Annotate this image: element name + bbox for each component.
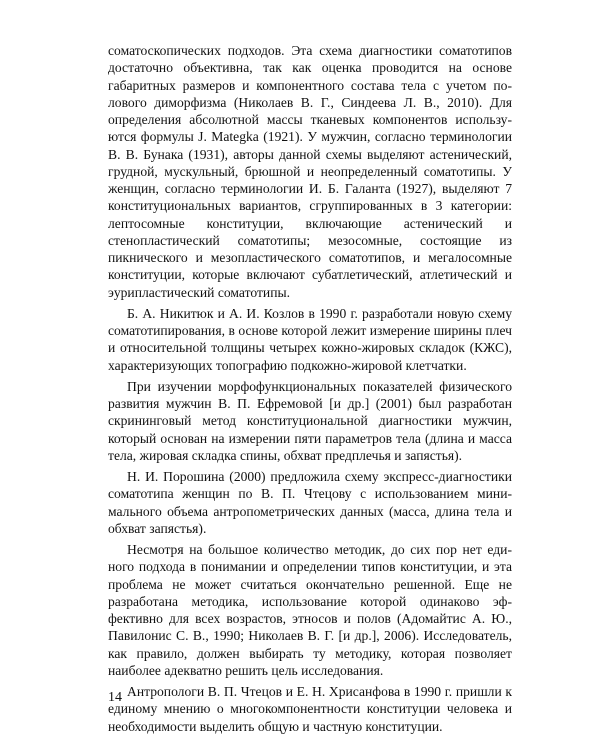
- paragraph: Антропологи В. П. Чтецов и Е. Н. Хрисанфова в 1990 г. пришли к единому мнению о многокомпонентности конституции человека и необходимости выделить общую и частную конституции.: [108, 684, 512, 734]
- page-number: 14: [108, 690, 122, 705]
- paragraph: Несмотря на большое количество методик, до сих пор нет единого подхода в понимании и определении типов конституции, и эта проблема не может считаться окончательно решенной. Еще не разработана методика, использование которой одинаково эффективно для всех возрастов, этносов и полов (Адомайтис А. Ю., Павилонис С. В., 1990; Николаев В. Г. [и др.], 2006). Исследователь, как правило, должен выбирать ту методику, которая позволяет наиболее адекватно решить цель исследования.: [108, 542, 512, 678]
- paragraph-continued: соматоскопических подходов. Эта схема диагностики соматотипов достаточно объективна, так как оценка проводится на основе габаритных размеров и компонентного состава тела с учетом полового диморфизма (Николаев В. Г., Синдеева Л. В., 2010). Для определения абсолютной массы тканевых компонентов используются формулы J. Mategka (1921). У мужчин, согласно терминологии В. В. Бунака (1931), авторы данной схемы выделяют астенический, грудной, мускульный, брюшной и неопределенный соматотипы. У женщин, согласно терминологии И. Б. Галанта (1927), выделяют 7 конституциональных вариантов, сгруппированных в 3 категории: лептосомные конституции, включающие астенический и стенопластический соматотипы; мезосомные, состоящие из пикнического и мезопластического соматотипов, и мегалосомные конституции, которые включают субатлетический, атлетический и эурипластический соматотипы.: [108, 43, 512, 300]
- paragraph: Б. А. Никитюк и А. И. Козлов в 1990 г. разработали новую схему соматотипирования, в основе которой лежит измерение ширины плеч и относительной толщины четырех кожно-жировых складок (КЖС), характеризующих топографию подкожно-жировой клетчатки.: [108, 305, 512, 373]
- paragraph: Н. И. Порошина (2000) предложила схему экспресс-диагностики соматотипа женщин по В. П. Чтецову с использованием минимального объема антропометрических данных (масса, длина тела и обхват запястья).: [108, 469, 512, 536]
- paragraph: При изучении морфофункциональных показателей физического развития мужчин В. П. Ефремовой [и др.] (2001) был разработан скрининговый метод конституциональной диагностики мужчин, который основан на измерении пяти параметров тела (длина и масса тела, жировая складка спины, обхват предплечья и запястья).: [108, 378, 512, 463]
- body-text: [108, 42, 512, 735]
